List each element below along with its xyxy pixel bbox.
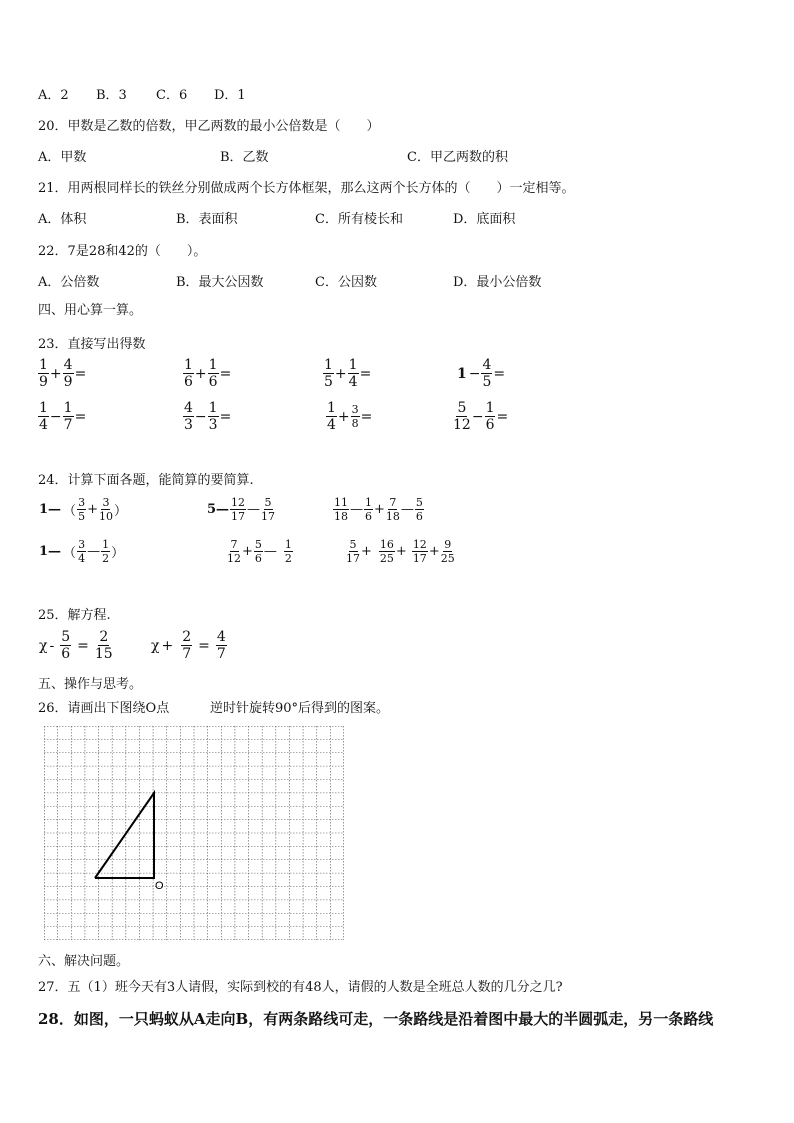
q19-option-a: A．2 [38,88,69,103]
q21-option-c: C．所有棱长和 [315,212,403,227]
q19-option-b: B．3 [96,88,127,103]
q23-expr-5: $\frac{1}{4}$ − $\frac{1}{7}$ = [39,400,87,433]
q25-equation-2: χ + $\frac{2}{7}$ = $\frac{4}{7}$ [151,629,226,662]
q24-expr-6: $\frac{5}{17}$ + $\frac{16}{25}$ + $\frac{12}{17}$ + $\frac{9}{25}$ [346,538,455,565]
triangle-figure [95,793,154,878]
q23-expr-1: $\frac{1}{9}$ + $\frac{4}{9}$ = [39,357,87,390]
q22-stem: 22．7是28和42的（ ）。 [38,244,207,259]
q20-option-c: C．甲乙两数的积 [407,150,508,165]
q23-expr-2: $\frac{1}{6}$ + $\frac{1}{6}$ = [184,357,232,390]
q22-option-a: A．公倍数 [38,275,100,290]
q24-expr-5: $\frac{7}{12}$ + $\frac{5}{6}$ — $\frac{1}{2}$ [227,538,292,565]
q24-expr-2: 5— $\frac{12}{17}$ — $\frac{5}{17}$ [207,496,276,523]
rotation-grid [44,726,344,940]
q24-expr-1: 1— （ $\frac{3}{5}$ + $\frac{3}{10}$ ） [39,496,127,523]
q24-expr-4: 1— （ $\frac{3}{4}$ — $\frac{1}{2}$ ） [39,538,125,565]
q22-option-d: D．最小公倍数 [453,275,542,290]
q25-equation-1: χ - $\frac{5}{6}$ = $\frac{2}{15}$ [39,629,113,662]
q20-option-b: B．乙数 [220,150,269,165]
point-o-label: O [155,880,164,892]
q23-expr-8: $\frac{5}{12}$ − $\frac{1}{6}$ = [453,400,509,433]
q27-stem: 27．五（1）班今天有3人请假，实际到校的有48人，请假的人数是全班总人数的几分之几? [38,980,563,995]
q26-stem-part1: 26．请画出下图绕O点 [38,701,170,716]
q24-stem: 24．计算下面各题，能简算的要简算. [38,473,254,488]
q19-option-d: D．1 [214,88,246,103]
section6-heading: 六、解决问题。 [38,954,130,969]
q23-stem: 23．直接写出得数 [38,337,146,352]
q28-stem: 28．如图，一只蚂蚁从A走向B，有两条路线可走，一条路线是沿着图中最大的半圆弧走，另一条路线 [38,1010,714,1028]
q24-expr-3: $\frac{11}{18}$ — $\frac{1}{6}$ + $\frac{7}{18}$ — $\frac{5}{6}$ [334,496,423,523]
q22-option-c: C．公因数 [315,275,377,290]
q21-option-b: B．表面积 [176,212,238,227]
q26-stem-part2: 逆时针旋转90°后得到的图案。 [210,701,390,716]
q21-stem: 21．用两根同样长的铁丝分别做成两个长方体框架，那么这两个长方体的（ ）一定相等。 [38,181,575,196]
q20-stem: 20．甲数是乙数的倍数，甲乙两数的最小公倍数是（ ） [38,119,380,134]
section5-heading: 五、操作与思考。 [38,677,143,692]
q21-option-a: A．体积 [38,212,87,227]
q23-expr-3: $\frac{1}{5}$ + $\frac{1}{4}$ = [324,357,372,390]
grid-lines [44,726,344,940]
q21-option-d: D．底面积 [453,212,516,227]
q19-option-c: C．6 [156,88,188,103]
q23-expr-6: $\frac{4}{3}$ − $\frac{1}{3}$ = [184,400,232,433]
grid-figure [44,726,344,940]
q22-option-b: B．最大公因数 [176,275,264,290]
q23-expr-4: 1 − $\frac{4}{5}$ = [457,357,506,390]
q20-option-a: A．甲数 [38,150,87,165]
q25-stem: 25．解方程. [38,608,111,623]
section4-heading: 四、用心算一算。 [38,303,143,318]
q23-expr-7: $\frac{1}{4}$ + $\frac{3}{8}$ = [327,400,373,433]
